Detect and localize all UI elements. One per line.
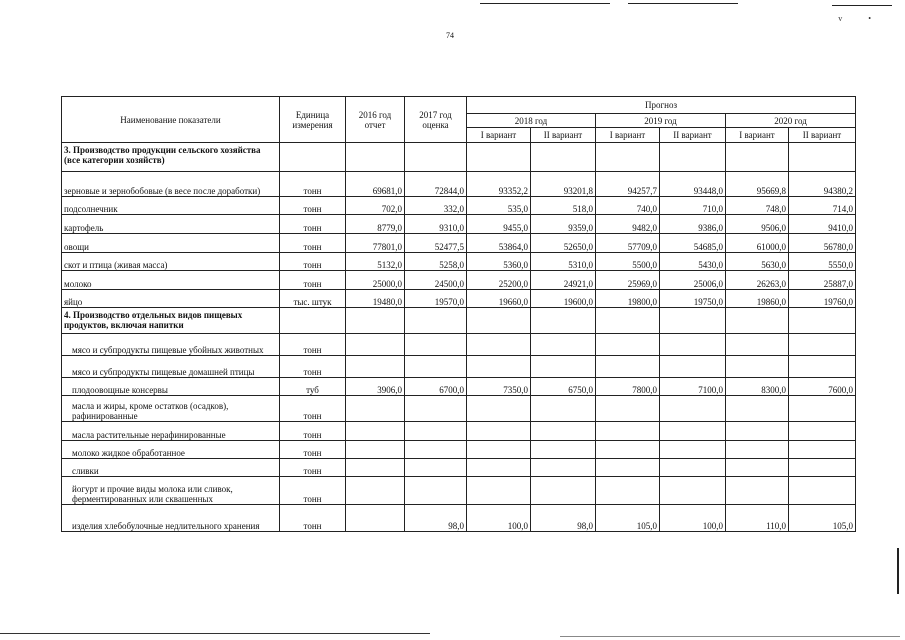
row-value bbox=[789, 356, 856, 378]
row-value: 8779,0 bbox=[346, 215, 405, 234]
row-value: 19800,0 bbox=[596, 290, 660, 308]
row-value bbox=[346, 143, 405, 172]
row-name: зерновые и зернобобовые (в весе после доработки) bbox=[62, 172, 280, 197]
row-value bbox=[531, 422, 596, 441]
table-row bbox=[62, 172, 856, 197]
row-value: 26263,0 bbox=[726, 271, 789, 290]
row-value: 9455,0 bbox=[467, 215, 531, 234]
row-value bbox=[660, 422, 726, 441]
row-value: 19760,0 bbox=[789, 290, 856, 308]
row-value: 5310,0 bbox=[531, 253, 596, 271]
row-value: 105,0 bbox=[789, 505, 856, 532]
row-value bbox=[467, 422, 531, 441]
row-value bbox=[726, 422, 789, 441]
row-value bbox=[726, 477, 789, 505]
row-value: 57709,0 bbox=[596, 234, 660, 253]
row-value: 710,0 bbox=[660, 197, 726, 215]
table-row bbox=[62, 143, 856, 172]
table-row bbox=[62, 234, 856, 253]
row-value bbox=[660, 308, 726, 334]
row-value bbox=[660, 143, 726, 172]
row-value: 72844,0 bbox=[405, 172, 467, 197]
row-value: 19600,0 bbox=[531, 290, 596, 308]
row-value: 98,0 bbox=[405, 505, 467, 532]
scan-line bbox=[560, 636, 900, 637]
row-value: 19660,0 bbox=[467, 290, 531, 308]
row-value: 702,0 bbox=[346, 197, 405, 215]
scan-line bbox=[832, 5, 892, 6]
row-value: 100,0 bbox=[660, 505, 726, 532]
corner-marks: v • bbox=[838, 14, 883, 23]
row-value bbox=[726, 441, 789, 459]
row-value bbox=[467, 143, 531, 172]
row-value: 19750,0 bbox=[660, 290, 726, 308]
row-value bbox=[660, 396, 726, 422]
row-value: 7600,0 bbox=[789, 378, 856, 396]
row-name: молоко bbox=[62, 271, 280, 290]
table-row bbox=[62, 197, 856, 215]
row-value: 6750,0 bbox=[531, 378, 596, 396]
row-value: 714,0 bbox=[789, 197, 856, 215]
row-unit bbox=[280, 308, 346, 334]
row-value bbox=[789, 308, 856, 334]
row-unit: тонн bbox=[280, 477, 346, 505]
row-value: 110,0 bbox=[726, 505, 789, 532]
row-value: 7350,0 bbox=[467, 378, 531, 396]
row-value bbox=[467, 334, 531, 356]
row-value bbox=[531, 356, 596, 378]
row-name: 3. Производство продукции сельского хозяйства (все категории хозяйств) bbox=[62, 143, 280, 172]
row-value bbox=[789, 143, 856, 172]
row-value: 5550,0 bbox=[789, 253, 856, 271]
row-unit: тонн bbox=[280, 356, 346, 378]
row-value bbox=[726, 459, 789, 477]
row-value bbox=[346, 308, 405, 334]
row-unit: тонн bbox=[280, 253, 346, 271]
header-year-2018: 2018 год bbox=[467, 114, 596, 128]
row-value: 535,0 bbox=[467, 197, 531, 215]
header-forecast: Прогноз bbox=[467, 97, 856, 114]
row-value bbox=[596, 422, 660, 441]
scan-line bbox=[628, 3, 738, 4]
row-value: 5258,0 bbox=[405, 253, 467, 271]
row-value: 332,0 bbox=[405, 197, 467, 215]
row-value: 52477,5 bbox=[405, 234, 467, 253]
row-value bbox=[596, 334, 660, 356]
row-name: плодоовощные консервы bbox=[62, 378, 280, 396]
scan-edge-bar bbox=[897, 548, 899, 594]
row-value: 105,0 bbox=[596, 505, 660, 532]
header-variant-1: I вариант bbox=[467, 128, 531, 143]
row-unit: туб bbox=[280, 378, 346, 396]
row-value bbox=[405, 396, 467, 422]
row-value bbox=[405, 441, 467, 459]
row-value bbox=[346, 477, 405, 505]
row-name: яйцо bbox=[62, 290, 280, 308]
header-year-2019: 2019 год bbox=[596, 114, 726, 128]
table-row bbox=[62, 422, 856, 441]
row-value: 19570,0 bbox=[405, 290, 467, 308]
row-name: 4. Производство отдельных видов пищевых продуктов, включая напитки bbox=[62, 308, 280, 334]
row-value bbox=[405, 356, 467, 378]
row-value bbox=[467, 396, 531, 422]
row-value bbox=[789, 441, 856, 459]
row-unit: тонн bbox=[280, 396, 346, 422]
table-row bbox=[62, 396, 856, 422]
row-unit: тонн bbox=[280, 172, 346, 197]
row-value: 8300,0 bbox=[726, 378, 789, 396]
row-value: 5630,0 bbox=[726, 253, 789, 271]
row-value bbox=[726, 334, 789, 356]
scan-line bbox=[480, 3, 610, 4]
row-name: картофель bbox=[62, 215, 280, 234]
table-row bbox=[62, 334, 856, 356]
row-value: 93448,0 bbox=[660, 172, 726, 197]
row-value bbox=[531, 334, 596, 356]
row-value bbox=[726, 308, 789, 334]
row-value: 100,0 bbox=[467, 505, 531, 532]
header-variant-2: II вариант bbox=[531, 128, 596, 143]
table-row bbox=[62, 308, 856, 334]
header-variant-2: II вариант bbox=[660, 128, 726, 143]
row-value bbox=[346, 422, 405, 441]
row-value bbox=[789, 396, 856, 422]
row-value bbox=[531, 308, 596, 334]
row-value: 9386,0 bbox=[660, 215, 726, 234]
row-value bbox=[596, 356, 660, 378]
row-value: 52650,0 bbox=[531, 234, 596, 253]
table-row bbox=[62, 441, 856, 459]
forecast-table bbox=[61, 96, 856, 532]
row-value bbox=[596, 143, 660, 172]
row-value bbox=[531, 143, 596, 172]
row-value: 24921,0 bbox=[531, 271, 596, 290]
row-value bbox=[346, 396, 405, 422]
row-value bbox=[467, 477, 531, 505]
row-value: 77801,0 bbox=[346, 234, 405, 253]
row-value: 9506,0 bbox=[726, 215, 789, 234]
row-unit: тыс. штук bbox=[280, 290, 346, 308]
table-row bbox=[62, 378, 856, 396]
row-value: 6700,0 bbox=[405, 378, 467, 396]
row-value: 5430,0 bbox=[660, 253, 726, 271]
page-number: 74 bbox=[446, 31, 454, 40]
row-value bbox=[405, 308, 467, 334]
row-unit: тонн bbox=[280, 334, 346, 356]
row-value bbox=[405, 422, 467, 441]
table-row bbox=[62, 290, 856, 308]
row-value bbox=[789, 334, 856, 356]
row-value bbox=[531, 441, 596, 459]
row-value: 25887,0 bbox=[789, 271, 856, 290]
row-value: 94380,2 bbox=[789, 172, 856, 197]
row-value: 24500,0 bbox=[405, 271, 467, 290]
row-value: 95669,8 bbox=[726, 172, 789, 197]
row-value bbox=[405, 459, 467, 477]
row-value bbox=[660, 441, 726, 459]
row-unit: тонн bbox=[280, 271, 346, 290]
row-unit: тонн bbox=[280, 197, 346, 215]
row-value: 5360,0 bbox=[467, 253, 531, 271]
row-name: молоко жидкое обработанное bbox=[62, 441, 280, 459]
row-value bbox=[405, 334, 467, 356]
row-value bbox=[789, 459, 856, 477]
row-value bbox=[596, 308, 660, 334]
row-value bbox=[660, 477, 726, 505]
table-row bbox=[62, 356, 856, 378]
row-value bbox=[531, 396, 596, 422]
row-value bbox=[596, 441, 660, 459]
row-value: 25006,0 bbox=[660, 271, 726, 290]
row-value bbox=[660, 459, 726, 477]
row-value: 5500,0 bbox=[596, 253, 660, 271]
header-name: Наименование показатели bbox=[62, 97, 280, 143]
row-value: 25969,0 bbox=[596, 271, 660, 290]
row-value bbox=[467, 308, 531, 334]
row-value bbox=[467, 441, 531, 459]
row-value: 19860,0 bbox=[726, 290, 789, 308]
row-value: 93201,8 bbox=[531, 172, 596, 197]
table-row bbox=[62, 253, 856, 271]
row-value: 56780,0 bbox=[789, 234, 856, 253]
row-value bbox=[531, 477, 596, 505]
row-value: 25000,0 bbox=[346, 271, 405, 290]
row-value bbox=[531, 459, 596, 477]
table-body bbox=[62, 143, 856, 532]
row-value: 25200,0 bbox=[467, 271, 531, 290]
row-unit: тонн bbox=[280, 459, 346, 477]
table-row bbox=[62, 477, 856, 505]
row-unit: тонн bbox=[280, 505, 346, 532]
header-variant-1: I вариант bbox=[726, 128, 789, 143]
scan-line bbox=[0, 633, 430, 634]
row-value bbox=[467, 459, 531, 477]
row-value: 94257,7 bbox=[596, 172, 660, 197]
header-variant-2: II вариант bbox=[789, 128, 856, 143]
row-name: овощи bbox=[62, 234, 280, 253]
row-value: 9482,0 bbox=[596, 215, 660, 234]
row-value: 19480,0 bbox=[346, 290, 405, 308]
row-unit bbox=[280, 143, 346, 172]
row-value: 3906,0 bbox=[346, 378, 405, 396]
row-value: 61000,0 bbox=[726, 234, 789, 253]
row-name: изделия хлебобулочные недлительного хранения bbox=[62, 505, 280, 532]
table-row bbox=[62, 271, 856, 290]
row-value bbox=[596, 477, 660, 505]
row-unit: тонн bbox=[280, 422, 346, 441]
row-value bbox=[660, 356, 726, 378]
row-value bbox=[596, 459, 660, 477]
row-name: мясо и субпродукты пищевые домашней птицы bbox=[62, 356, 280, 378]
row-value bbox=[346, 505, 405, 532]
row-name: масла и жиры, кроме остатков (осадков), рафинированные bbox=[62, 396, 280, 422]
row-value: 9410,0 bbox=[789, 215, 856, 234]
row-value bbox=[405, 143, 467, 172]
header-2017: 2017 год оценка bbox=[405, 97, 467, 143]
row-value bbox=[346, 334, 405, 356]
row-unit: тонн bbox=[280, 215, 346, 234]
row-value bbox=[726, 356, 789, 378]
row-value: 9359,0 bbox=[531, 215, 596, 234]
row-value bbox=[660, 334, 726, 356]
row-value: 7800,0 bbox=[596, 378, 660, 396]
row-value bbox=[346, 356, 405, 378]
row-name: скот и птица (живая масса) bbox=[62, 253, 280, 271]
row-unit: тонн bbox=[280, 234, 346, 253]
row-value: 518,0 bbox=[531, 197, 596, 215]
header-unit: Единица измерения bbox=[280, 97, 346, 143]
row-value: 93352,2 bbox=[467, 172, 531, 197]
row-name: сливки bbox=[62, 459, 280, 477]
row-name: йогурт и прочие виды молока или сливок, ферментированных или сквашенных bbox=[62, 477, 280, 505]
row-unit: тонн bbox=[280, 441, 346, 459]
row-value: 7100,0 bbox=[660, 378, 726, 396]
row-value bbox=[789, 422, 856, 441]
row-name: подсолнечник bbox=[62, 197, 280, 215]
row-value: 98,0 bbox=[531, 505, 596, 532]
table-row bbox=[62, 459, 856, 477]
row-value: 54685,0 bbox=[660, 234, 726, 253]
row-name: масла растительные нерафинированные bbox=[62, 422, 280, 441]
row-value bbox=[346, 459, 405, 477]
row-value bbox=[789, 477, 856, 505]
row-value: 5132,0 bbox=[346, 253, 405, 271]
row-value bbox=[596, 396, 660, 422]
row-value bbox=[405, 477, 467, 505]
row-value bbox=[346, 441, 405, 459]
row-value bbox=[726, 396, 789, 422]
row-value: 53864,0 bbox=[467, 234, 531, 253]
table-row bbox=[62, 215, 856, 234]
header-2016: 2016 год отчет bbox=[346, 97, 405, 143]
row-value: 740,0 bbox=[596, 197, 660, 215]
table-row bbox=[62, 505, 856, 532]
row-value: 9310,0 bbox=[405, 215, 467, 234]
row-name: мясо и субпродукты пищевые убойных животных bbox=[62, 334, 280, 356]
header-variant-1: I вариант bbox=[596, 128, 660, 143]
row-value: 748,0 bbox=[726, 197, 789, 215]
header-year-2020: 2020 год bbox=[726, 114, 856, 128]
row-value bbox=[467, 356, 531, 378]
row-value bbox=[726, 143, 789, 172]
row-value: 69681,0 bbox=[346, 172, 405, 197]
